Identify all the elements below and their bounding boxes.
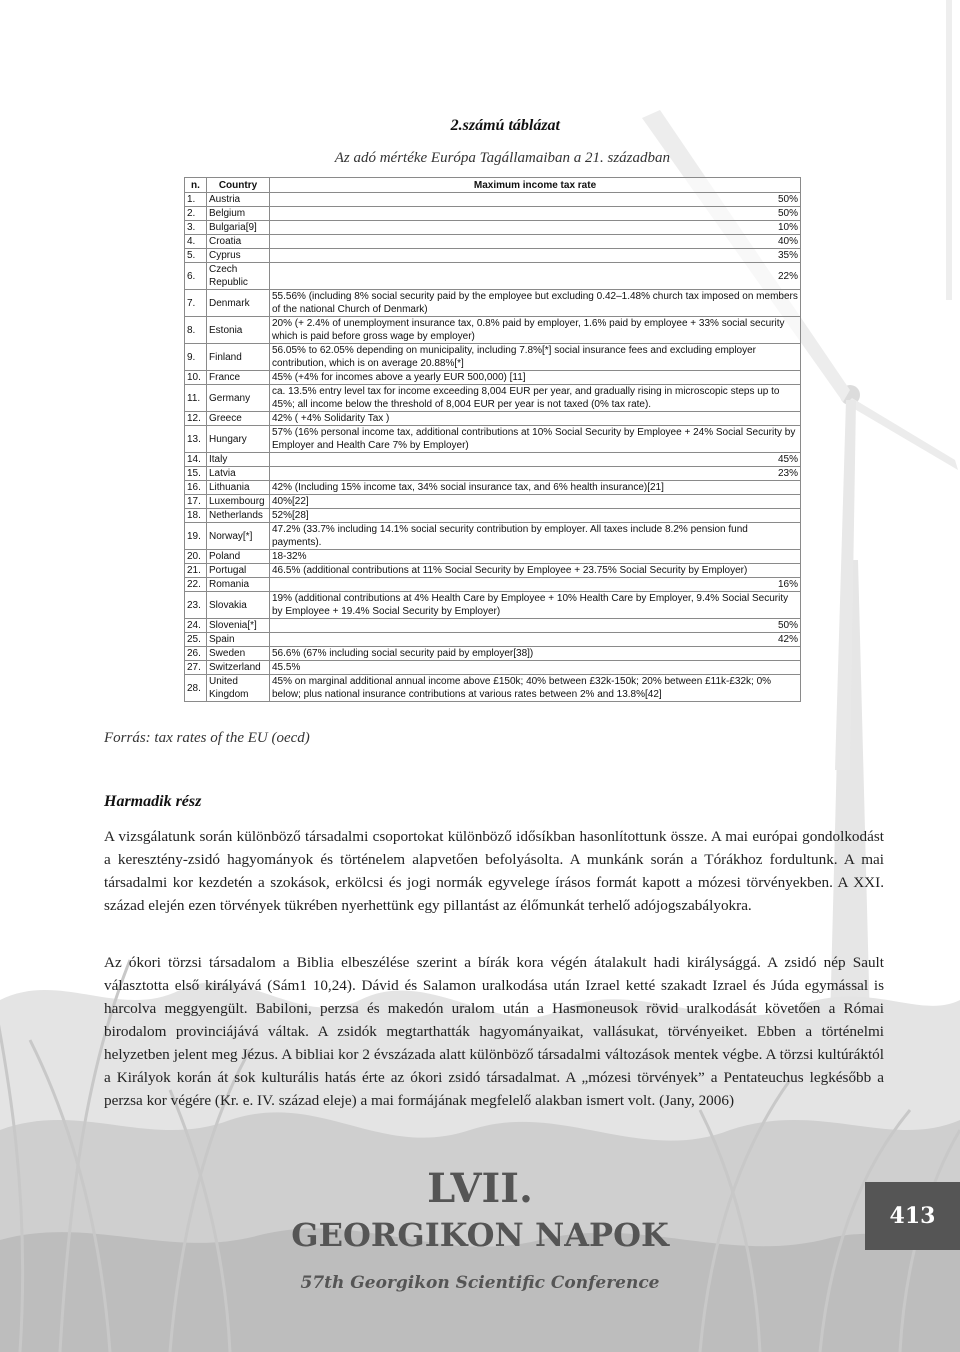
table-row [185,249,801,263]
country-cell: Poland [207,550,270,564]
rate-cell: 45% on marginal additional annual income above £150k; 40% between £32k-150k; 20% between £11k-£32k; 0% below; plus national insurance contributions at various rates between 2% and 13.8%[42] [270,675,801,702]
rate-cell: 23% [270,467,801,481]
row-number: 28. [185,675,207,702]
tax-rate-table [184,177,801,702]
country-cell: France [207,371,270,385]
table-row [185,221,801,235]
header-rate: Maximum income tax rate [270,178,801,193]
table-row [185,426,801,453]
table-row [185,412,801,426]
row-number: 22. [185,578,207,592]
rate-cell: 55.56% (including 8% social security paid by the employee but excluding 0.42–1.48% church tax imposed on members of the national Church of Denmark) [270,290,801,317]
rate-cell: ca. 13.5% entry level tax for income exceeding 8,004 EUR per year, and gradually rising in microscopic steps up to 45%; all income below the threshold of 8,004 EUR per year is not taxed (0% tax rate). [270,385,801,412]
row-number: 25. [185,633,207,647]
country-cell: Czech Republic [207,263,270,290]
rate-cell: 52%[28] [270,509,801,523]
row-number: 16. [185,481,207,495]
country-cell: Norway[*] [207,523,270,550]
rate-cell: 50% [270,193,801,207]
country-cell: United Kingdom [207,675,270,702]
country-cell: Austria [207,193,270,207]
country-cell: Lithuania [207,481,270,495]
table-row [185,509,801,523]
page-number: 413 [865,1182,960,1250]
table-row [185,619,801,633]
country-cell: Portugal [207,564,270,578]
table-row [185,564,801,578]
table-row [185,385,801,412]
table-row [185,467,801,481]
rate-cell: 50% [270,207,801,221]
row-number: 24. [185,619,207,633]
row-number: 12. [185,412,207,426]
country-cell: Cyprus [207,249,270,263]
table-row [185,235,801,249]
table-row [185,317,801,344]
rate-cell: 42% ( +4% Solidarity Tax ) [270,412,801,426]
table-row [185,550,801,564]
table-row [185,495,801,509]
rate-cell: 10% [270,221,801,235]
row-number: 13. [185,426,207,453]
row-number: 26. [185,647,207,661]
row-number: 1. [185,193,207,207]
country-cell: Spain [207,633,270,647]
rate-cell: 57% (16% personal income tax, additional contributions at 10% Social Security by Employee + 24% Social Security by Employer and Health Care 7% by Employer) [270,426,801,453]
row-number: 19. [185,523,207,550]
section-heading: Harmadik rész [104,793,202,810]
row-number: 6. [185,263,207,290]
body-paragraph: Az ókori törzsi társadalom a Biblia elbeszélése szerint a bírák kora végén átalakult hadi királysággá. A zsidó nép Sault választotta első királyává (Sám1 10,24). Dávid és Salamon uralkodása után Izrael ketté szakadt Izrael és Júda egymással is harcolva meggyengült. Babiloni, perzsa és makedón uralom után a Hasmoneusok rövid uralkodását követően a Római birodalom provinciájává váltak. A zsidók megtarthatták hagyományaikat, vallásukat, törvényeiket. Ebben a történelmi helyzetben jelent meg Jézus. A bibliai kor 2 évszázada alatt különböző társadalmi változások mentek végbe. A törzsi kultúráktól a Királyok korán át sok kulturális hatás érte az ókori zsidó társadalmat. A „mózesi törvények” a Pentateuchus legkésőbb a perzsa kor végére (Kr. e. IV. század eleje) a mai formájának megfelelő alakban ismert volt. (Jany, 2006) [104,954,884,1109]
rate-cell: 19% (additional contributions at 4% Health Care by Employee + 10% Health Care by Employer, 9.4% Social Security by Employee + 19.4% Social Security by Employer) [270,592,801,619]
country-cell: Bulgaria[9] [207,221,270,235]
rate-cell: 18-32% [270,550,801,564]
table-row [185,661,801,675]
table-row [185,344,801,371]
rate-cell: 45% [270,453,801,467]
table-row [185,633,801,647]
header-country: Country [207,178,270,193]
country-cell: Slovakia [207,592,270,619]
row-number: 3. [185,221,207,235]
table-row [185,193,801,207]
table-row [185,675,801,702]
rate-cell: 42% [270,633,801,647]
country-cell: Denmark [207,290,270,317]
rate-cell: 47.2% (33.7% including 14.1% social security contribution by employer. All taxes include 8.2% pension fund payments). [270,523,801,550]
row-number: 8. [185,317,207,344]
row-number: 4. [185,235,207,249]
table-row [185,207,801,221]
country-cell: Germany [207,385,270,412]
rate-cell: 45.5% [270,661,801,675]
rate-cell: 20% (+ 2.4% of unemployment insurance tax, 0.8% paid by employer, 1.6% paid by employee + 33% social security which is paid before gross wage by employer) [270,317,801,344]
row-number: 2. [185,207,207,221]
country-cell: Estonia [207,317,270,344]
row-number: 23. [185,592,207,619]
country-cell: Italy [207,453,270,467]
country-cell: Sweden [207,647,270,661]
footer-edition: LVII. [427,1165,533,1212]
rate-cell: 22% [270,263,801,290]
body-paragraph: A vizsgálatunk során különböző társadalmi csoportokat különböző idősíkban hasonlítottunk össze. A mai európai gondolkodást a keresztény-zsidó hagyományok és történelem alapvetően befolyásolta. A munkánk során a Tórákhoz fordultunk. A mai társadalmi kor kezdetén a szokások, erkölcsi és jogi normák egyvelege írásos formát kapott a mózesi törvényekben. A XXI. század elején ezen törvények tükrében nyerhettünk egy pillantást az élőmunkát terhelő adójogszabályokra. [104,828,884,914]
footer-conference-name: GEORGIKON NAPOK [291,1216,669,1254]
table-row [185,481,801,495]
table-title: 2.számú táblázat [450,117,560,134]
country-cell: Luxembourg [207,495,270,509]
table-row [185,290,801,317]
row-number: 21. [185,564,207,578]
table-row [185,263,801,290]
row-number: 27. [185,661,207,675]
rate-cell: 16% [270,578,801,592]
row-number: 11. [185,385,207,412]
country-cell: Latvia [207,467,270,481]
rate-cell: 45% (+4% for incomes above a yearly EUR 500,000) [11] [270,371,801,385]
row-number: 15. [185,467,207,481]
rate-cell: 42% (Including 15% income tax, 34% social insurance tax, and 6% health insurance)[21] [270,481,801,495]
rate-cell: 46.5% (additional contributions at 11% Social Security by Employee + 23.75% Social Security by Employer) [270,564,801,578]
row-number: 20. [185,550,207,564]
table-row [185,523,801,550]
table-source: Forrás: tax rates of the EU (oecd) [104,730,310,746]
header-n: n. [185,178,207,193]
row-number: 9. [185,344,207,371]
rate-cell: 56.6% (67% including social security paid by employer[38]) [270,647,801,661]
country-cell: Finland [207,344,270,371]
table-header-row [185,178,801,193]
country-cell: Belgium [207,207,270,221]
rate-cell: 35% [270,249,801,263]
country-cell: Netherlands [207,509,270,523]
table-row [185,592,801,619]
row-number: 18. [185,509,207,523]
row-number: 7. [185,290,207,317]
country-cell: Romania [207,578,270,592]
row-number: 14. [185,453,207,467]
rate-cell: 40% [270,235,801,249]
rate-cell: 50% [270,619,801,633]
table-row [185,578,801,592]
table-body [185,193,801,702]
rate-cell: 40%[22] [270,495,801,509]
footer-conference-subtitle: 57th Georgikon Scientific Conference [300,1273,660,1293]
country-cell: Greece [207,412,270,426]
country-cell: Switzerland [207,661,270,675]
table-row [185,647,801,661]
row-number: 5. [185,249,207,263]
country-cell: Croatia [207,235,270,249]
row-number: 17. [185,495,207,509]
rate-cell: 56.05% to 62.05% depending on municipality, including 7.8%[*] social insurance fees and excluding employer contribution, which is on average 20.88%[*] [270,344,801,371]
row-number: 10. [185,371,207,385]
country-cell: Hungary [207,426,270,453]
country-cell: Slovenia[*] [207,619,270,633]
table-subtitle: Az adó mértéke Európa Tagállamaiban a 21. században [334,150,670,166]
table-row [185,453,801,467]
table-row [185,371,801,385]
